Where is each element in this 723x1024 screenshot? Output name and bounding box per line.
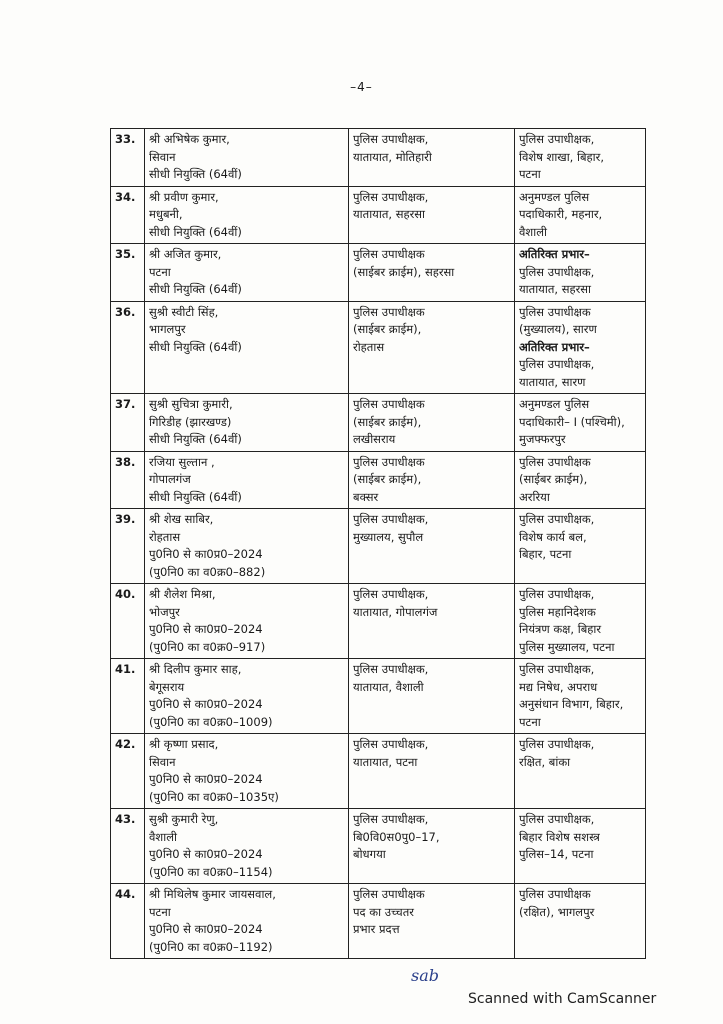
cell-line: अतिरिक्त प्रभार– [519, 247, 590, 261]
cell-line: रोहतास [149, 529, 181, 544]
serial-number: 36. [111, 301, 145, 394]
table-row [111, 659, 646, 734]
cell-line: पुलिस उपाधीक्षक [353, 247, 425, 261]
cell-line: (रक्षित), भागलपुर [519, 904, 595, 919]
current-posting-cell [349, 584, 515, 659]
table-row [111, 584, 646, 659]
serial-number: 39. [111, 509, 145, 584]
cell-line: पुलिस उपाधीक्षक, [519, 357, 595, 371]
cell-line: (साईबर क्राईम), [353, 472, 422, 486]
serial-number: 37. [111, 394, 145, 452]
current-posting-cell [349, 301, 515, 394]
cell-line: भागलपुर [149, 322, 186, 336]
new-posting-cell [515, 129, 646, 187]
cell-line: पुलिस उपाधीक्षक [353, 454, 425, 469]
cell-line: सीधी नियुक्ति (64वीं) [149, 167, 242, 181]
cell-line: सिवान [149, 754, 176, 769]
cell-line: पुलिस उपाधीक्षक, [353, 512, 429, 526]
table-row [111, 394, 646, 452]
cell-line: पुलिस उपाधीक्षक [353, 397, 425, 411]
new-posting-cell [515, 394, 646, 452]
cell-line: रक्षित, बांका [519, 754, 571, 769]
cell-line: पटना [519, 714, 541, 729]
cell-line: विशेष कार्य बल, [519, 529, 587, 544]
cell-line: पु0नि0 से का0प्र0–2024 [149, 622, 263, 636]
new-posting-cell [515, 584, 646, 659]
cell-line: (पु0नि0 का व0क्र0–1009) [149, 714, 273, 729]
cell-line: पुलिस उपाधीक्षक, [353, 812, 429, 826]
cell-line: पुलिस उपाधीक्षक, [519, 512, 595, 526]
cell-line: भोजपुर [149, 604, 180, 619]
serial-number: 42. [111, 734, 145, 809]
cell-line: पु0नि0 से का0प्र0–2024 [149, 697, 263, 711]
current-posting-cell [349, 659, 515, 734]
cell-line: (साईबर क्राईम), [353, 322, 422, 336]
serial-number: 41. [111, 659, 145, 734]
cell-line: (मुख्यालय), सारण [519, 322, 597, 336]
cell-line: नियंत्रण कक्ष, बिहार [519, 622, 602, 636]
cell-line: श्री शेख साबिर, [149, 512, 214, 526]
cell-line: बोधगया [353, 847, 386, 861]
officer-cell [145, 186, 349, 244]
cell-line: पुलिस उपाधीक्षक, [353, 189, 429, 204]
cell-line: सुश्री स्वीटी सिंह, [149, 304, 219, 319]
cell-line: अनुमण्डल पुलिस [519, 189, 590, 204]
cell-line: मधुबनी, [149, 207, 183, 221]
cell-line: श्री अभिषेक कुमार, [149, 132, 230, 146]
cell-line: पुलिस उपाधीक्षक [519, 454, 591, 469]
table-row [111, 734, 646, 809]
cell-line: पुलिस उपाधीक्षक [353, 887, 425, 901]
cell-line: पु0नि0 से का0प्र0–2024 [149, 847, 263, 861]
cell-line: पुलिस उपाधीक्षक, [519, 132, 595, 146]
cell-line: पुलिस उपाधीक्षक, [353, 587, 429, 601]
cell-line: पदाधिकारी– I (पश्चिमी), [519, 414, 625, 429]
cell-line: पु0नि0 से का0प्र0–2024 [149, 922, 263, 936]
cell-line: पुलिस मुख्यालय, पटना [519, 639, 615, 654]
cell-line: पटना [149, 904, 171, 919]
officer-cell [145, 509, 349, 584]
cell-line: पुलिस उपाधीक्षक, [353, 662, 429, 676]
cell-line: पुलिस उपाधीक्षक [519, 887, 591, 901]
officer-cell [145, 451, 349, 509]
cell-line: पुलिस उपाधीक्षक, [519, 587, 595, 601]
new-posting-cell [515, 244, 646, 302]
cell-line: (साईबर क्राईम), [353, 414, 422, 429]
cell-line: अनुसंधान विभाग, बिहार, [519, 697, 624, 711]
cell-line: पदाधिकारी, महनार, [519, 207, 603, 221]
current-posting-cell [349, 394, 515, 452]
signature: sab [411, 966, 439, 985]
cell-line: रजिया सुल्तान , [149, 454, 215, 469]
officer-cell [145, 584, 349, 659]
cell-line: पुलिस उपाधीक्षक, [519, 264, 595, 279]
new-posting-cell [515, 734, 646, 809]
new-posting-cell [515, 659, 646, 734]
officer-cell [145, 734, 349, 809]
cell-line: पु0नि0 से का0प्र0–2024 [149, 772, 263, 786]
cell-line: यातायात, सारण [519, 374, 586, 389]
cell-line: पुलिस उपाधीक्षक [519, 304, 591, 319]
cell-line: श्री दिलीप कुमार साह, [149, 662, 242, 676]
cell-line: श्री शैलेश मिश्रा, [149, 587, 216, 601]
officer-cell [145, 394, 349, 452]
cell-line: बेगूसराय [149, 679, 185, 694]
scanner-watermark: Scanned with CamScanner [468, 991, 657, 1007]
cell-line: सीधी नियुक्ति (64वीं) [149, 489, 242, 504]
cell-line: वैशाली [149, 829, 177, 844]
serial-number: 44. [111, 884, 145, 959]
cell-line: (पु0नि0 का व0क्र0–882) [149, 564, 266, 579]
cell-line: बिहार विशेष सशस्त्र [519, 829, 600, 844]
new-posting-cell [515, 186, 646, 244]
cell-line: अररिया [519, 489, 550, 504]
cell-line: गिरिडीह (झारखण्ड) [149, 414, 232, 429]
serial-number: 43. [111, 809, 145, 884]
current-posting-cell [349, 734, 515, 809]
current-posting-cell [349, 884, 515, 959]
serial-number: 34. [111, 186, 145, 244]
new-posting-cell [515, 884, 646, 959]
cell-line: रोहतास [353, 339, 385, 354]
cell-line: बि0वि0स0पु0–17, [353, 829, 440, 844]
cell-line: पुलिस उपाधीक्षक, [353, 132, 429, 146]
new-posting-cell [515, 509, 646, 584]
officer-cell [145, 884, 349, 959]
cell-line: (पु0नि0 का व0क्र0–1035ए) [149, 789, 279, 804]
table-row [111, 809, 646, 884]
current-posting-cell [349, 809, 515, 884]
serial-number: 38. [111, 451, 145, 509]
officer-cell [145, 244, 349, 302]
new-posting-cell [515, 451, 646, 509]
cell-line: श्री कृष्णा प्रसाद, [149, 737, 219, 751]
serial-number: 33. [111, 129, 145, 187]
cell-line: श्री अजित कुमार, [149, 247, 222, 261]
cell-line: यातायात, गोपालगंज [353, 604, 438, 619]
new-posting-cell [515, 301, 646, 394]
cell-line: सिवान [149, 149, 176, 164]
cell-line: वैशाली [519, 224, 547, 239]
cell-line: सुश्री कुमारी रेणु, [149, 812, 219, 826]
cell-line: (पु0नि0 का व0क्र0–917) [149, 639, 266, 654]
cell-line: पुलिस उपाधीक्षक [353, 304, 425, 319]
cell-line: विशेष शाखा, बिहार, [519, 149, 604, 164]
cell-line: सीधी नियुक्ति (64वीं) [149, 282, 242, 296]
current-posting-cell [349, 509, 515, 584]
cell-line: श्री प्रवीण कुमार, [149, 189, 219, 204]
current-posting-cell [349, 451, 515, 509]
cell-line: यातायात, पटना [353, 754, 418, 769]
cell-line: सीधी नियुक्ति (64वीं) [149, 339, 242, 354]
cell-line: मुजफ्फरपुर [519, 432, 566, 446]
table-row [111, 244, 646, 302]
cell-line: लखीसराय [353, 432, 396, 446]
cell-line: सीधी नियुक्ति (64वीं) [149, 432, 242, 446]
cell-line: सीधी नियुक्ति (64वीं) [149, 224, 242, 239]
current-posting-cell [349, 244, 515, 302]
table-row [111, 451, 646, 509]
cell-line: पुलिस उपाधीक्षक, [519, 812, 595, 826]
officer-cell [145, 809, 349, 884]
cell-line: पुलिस उपाधीक्षक, [353, 737, 429, 751]
cell-line: पु0नि0 से का0प्र0–2024 [149, 547, 263, 561]
cell-line: पटना [149, 264, 171, 279]
cell-line: यातायात, मोतिहारी [353, 149, 432, 164]
cell-line: (पु0नि0 का व0क्र0–1154) [149, 864, 273, 879]
cell-line: पुलिस उपाधीक्षक, [519, 662, 595, 676]
officer-cell [145, 301, 349, 394]
cell-line: पद का उच्चतर [353, 904, 414, 919]
serial-number: 40. [111, 584, 145, 659]
table-row [111, 884, 646, 959]
officer-cell [145, 129, 349, 187]
transfer-table [110, 128, 646, 959]
cell-line: पटना [519, 167, 541, 181]
officer-cell [145, 659, 349, 734]
cell-line: यातायात, सहरसा [519, 282, 592, 296]
cell-line: अनुमण्डल पुलिस [519, 397, 590, 411]
table-row [111, 509, 646, 584]
cell-line: श्री मिथिलेष कुमार जायसवाल, [149, 887, 276, 901]
table-row [111, 186, 646, 244]
current-posting-cell [349, 129, 515, 187]
new-posting-cell [515, 809, 646, 884]
cell-line: सुश्री सुचित्रा कुमारी, [149, 397, 233, 411]
current-posting-cell [349, 186, 515, 244]
cell-line: (साईबर क्राईम), [519, 472, 588, 486]
cell-line: अतिरिक्त प्रभार– [519, 339, 590, 354]
cell-line: पुलिस महानिदेशक [519, 604, 596, 619]
cell-line: प्रभार प्रदत्त [353, 922, 400, 936]
cell-line: (साईबर क्राईम), सहरसा [353, 264, 455, 279]
table-row [111, 301, 646, 394]
cell-line: मुख्यालय, सुपौल [353, 529, 424, 544]
cell-line: मद्य निषेध, अपराध [519, 679, 598, 694]
table-row [111, 129, 646, 187]
cell-line: यातायात, वैशाली [353, 679, 424, 694]
cell-line: पुलिस उपाधीक्षक, [519, 737, 595, 751]
cell-line: बिहार, पटना [519, 547, 572, 561]
serial-number: 35. [111, 244, 145, 302]
cell-line: गोपालगंज [149, 472, 191, 486]
cell-line: पुलिस–14, पटना [519, 847, 594, 861]
cell-line: यातायात, सहरसा [353, 207, 426, 221]
cell-line: बक्सर [353, 489, 379, 504]
cell-line: (पु0नि0 का व0क्र0–1192) [149, 939, 273, 954]
page-number: –4– [350, 80, 373, 94]
